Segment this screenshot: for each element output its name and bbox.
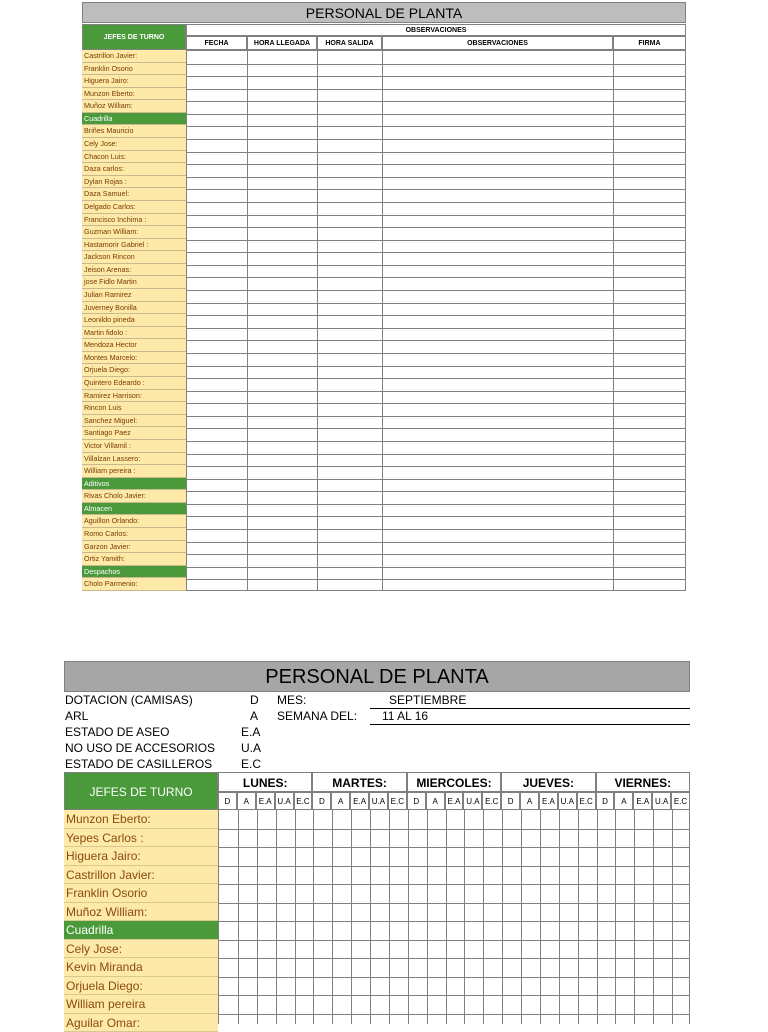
grid-row-line	[187, 454, 685, 455]
grid-row-line	[187, 529, 685, 530]
grid-row-line	[187, 378, 685, 379]
grid-divider	[483, 810, 484, 1024]
grid-row-line	[187, 126, 685, 127]
employee-name: Munzon Eberto:	[64, 810, 218, 829]
legend-label-accesorios: NO USO DE ACCESORIOS	[65, 740, 215, 756]
day-header[interactable]: JUEVES:	[501, 772, 595, 792]
employee-name: Chacon Luis:	[82, 151, 186, 164]
employee-name: Muñoz William:	[82, 100, 186, 113]
employee-name: Cely Jose:	[64, 940, 218, 959]
grid-divider	[613, 51, 614, 590]
grid-divider	[502, 810, 503, 1024]
section-label: Almacen	[82, 503, 186, 516]
employee-name: Jackson Rincon	[82, 251, 186, 264]
subcolumn-header[interactable]: A	[614, 792, 633, 810]
employee-name: Kevin Miranda	[64, 958, 218, 977]
employee-name: Franklin Osorio	[82, 63, 186, 76]
grid-row-line	[219, 921, 689, 922]
subcolumn-header[interactable]: U.A	[558, 792, 577, 810]
subcolumn-header[interactable]: E.A	[256, 792, 275, 810]
grid-row-line	[187, 403, 685, 404]
grid-row-line	[187, 265, 685, 266]
section-label: Despachos	[82, 566, 186, 579]
legend-code-aseo: E.A	[241, 724, 260, 740]
employee-name: Garzon Javier:	[82, 541, 186, 554]
grid-row-line	[187, 479, 685, 480]
subcolumn-header[interactable]: A	[237, 792, 256, 810]
column-header-hora-salida[interactable]: HORA SALIDA	[317, 36, 382, 50]
grid-row-line	[187, 76, 685, 77]
employee-name: Jeison Arenas:	[82, 264, 186, 277]
subcolumn-header[interactable]: E.C	[577, 792, 596, 810]
grid-row-line	[187, 152, 685, 153]
grid-row-line	[187, 516, 685, 517]
employee-name: Ortiz Yamith:	[82, 553, 186, 566]
employee-name: Castrillon Javier:	[82, 50, 186, 63]
legend-label-dotacion: DOTACION (CAMISAS)	[65, 692, 193, 708]
column-header-observaciones[interactable]: OBSERVACIONES	[382, 36, 613, 50]
grid-divider	[464, 810, 465, 1024]
grid-row-line	[187, 252, 685, 253]
employee-name: Briñes Mauricio	[82, 125, 186, 138]
day-header[interactable]: VIERNES:	[596, 772, 690, 792]
grid-row-line	[187, 64, 685, 65]
employee-name: Mendoza Hector	[82, 339, 186, 352]
grid-divider	[408, 810, 409, 1024]
grid-row-line	[187, 177, 685, 178]
sheet2-jefes-header: JEFES DE TURNO	[64, 772, 218, 810]
grid-row-line	[187, 290, 685, 291]
employee-name: Villalzan Lassero:	[82, 453, 186, 466]
grid-row-line	[187, 89, 685, 90]
employee-name: Muñoz William:	[64, 903, 218, 922]
employee-name: Sanchez Miguel:	[82, 415, 186, 428]
grid-divider	[382, 51, 383, 590]
grid-divider	[295, 810, 296, 1024]
grid-divider	[313, 810, 314, 1024]
grid-divider	[672, 810, 673, 1024]
employee-name: Rincon Luis	[82, 402, 186, 415]
subcolumn-header[interactable]: E.C	[294, 792, 313, 810]
grid-divider	[559, 810, 560, 1024]
section-label: Aditivos	[82, 478, 186, 491]
legend-label-casilleros: ESTADO DE CASILLEROS	[65, 756, 212, 772]
grid-row-line	[187, 391, 685, 392]
grid-divider	[257, 810, 258, 1024]
grid-row-line	[187, 542, 685, 543]
subcolumn-header[interactable]: E.A	[539, 792, 558, 810]
column-header-firma[interactable]: FIRMA	[613, 36, 686, 50]
employee-name: Franklin Osorio	[64, 884, 218, 903]
employee-name: Julian Ramirez	[82, 289, 186, 302]
legend-label-arl: ARL	[65, 708, 88, 724]
day-header[interactable]: LUNES:	[218, 772, 312, 792]
grid-divider	[317, 51, 318, 590]
grid-row-line	[219, 903, 689, 904]
grid-divider	[540, 810, 541, 1024]
subcolumn-header[interactable]: D	[501, 792, 520, 810]
grid-row-line	[187, 579, 685, 580]
grid-row-line	[219, 995, 689, 996]
employee-name: Juverney Bonilla	[82, 302, 186, 315]
employee-name: Daza Samuel:	[82, 188, 186, 201]
legend-label-aseo: ESTADO DE ASEO	[65, 724, 169, 740]
grid-row-line	[187, 416, 685, 417]
employee-name: Dylan Rojas :	[82, 176, 186, 189]
grid-row-line	[219, 829, 689, 830]
grid-row-line	[187, 441, 685, 442]
legend-code-dotacion: D	[250, 692, 259, 708]
grid-row-line	[187, 277, 685, 278]
grid-row-line	[187, 366, 685, 367]
employee-name: Higuera Jairo:	[82, 75, 186, 88]
employee-name: Munzon Eberto:	[82, 88, 186, 101]
grid-row-line	[219, 977, 689, 978]
employee-name: Hastamorir Gabriel :	[82, 239, 186, 252]
grid-divider	[332, 810, 333, 1024]
employee-name: Daza carlos:	[82, 163, 186, 176]
section-label: Cuadrilla	[64, 921, 218, 940]
grid-divider	[597, 810, 598, 1024]
employee-name: Aguillon Orlando:	[82, 515, 186, 528]
grid-row-line	[187, 227, 685, 228]
semana-value[interactable]: 11 AL 16	[382, 708, 428, 724]
grid-row-line	[187, 504, 685, 505]
grid-row-line	[187, 164, 685, 165]
semana-label: SEMANA DEL:	[277, 708, 357, 724]
grid-divider	[389, 810, 390, 1024]
grid-row-line	[187, 215, 685, 216]
grid-row-line	[187, 240, 685, 241]
subcolumn-header[interactable]: E.C	[482, 792, 501, 810]
employee-name: William pereira	[64, 995, 218, 1014]
day-header[interactable]: MARTES:	[312, 772, 406, 792]
grid-row-line	[219, 866, 689, 867]
subcolumn-header[interactable]: D	[312, 792, 331, 810]
grid-row-line	[219, 1014, 689, 1015]
employee-name: Orjuela Diego:	[82, 364, 186, 377]
subcolumn-header[interactable]: E.A	[445, 792, 464, 810]
mes-value[interactable]: SEPTIEMBRE	[389, 692, 466, 708]
grid-divider	[446, 810, 447, 1024]
subcolumn-header[interactable]: D	[407, 792, 426, 810]
grid-row-line	[187, 101, 685, 102]
employee-name: Montes Marcelo:	[82, 352, 186, 365]
semana-underline	[370, 724, 690, 725]
sheet1-names-column	[82, 50, 186, 591]
employee-name: Martin fidolo :	[82, 327, 186, 340]
legend-code-casilleros: E.C	[241, 756, 261, 772]
grid-row-line	[187, 554, 685, 555]
grid-row-line	[219, 847, 689, 848]
employee-name: Delgado Carlos:	[82, 201, 186, 214]
employee-name: Ramirez Harrison:	[82, 390, 186, 403]
subcolumn-header[interactable]: U.A	[275, 792, 294, 810]
subcolumn-header[interactable]: D	[218, 792, 237, 810]
subcolumn-header[interactable]: E.C	[671, 792, 690, 810]
sheet2-title: PERSONAL DE PLANTA	[64, 661, 690, 692]
employee-name: Aguilar Omar:	[64, 1014, 218, 1032]
subcolumn-header[interactable]: E.A	[350, 792, 369, 810]
grid-divider	[615, 810, 616, 1024]
column-header-fecha[interactable]: FECHA	[186, 36, 247, 50]
grid-row-line	[187, 491, 685, 492]
sheet1-attendance-grid[interactable]	[186, 50, 686, 591]
employee-name: Yepes Carlos :	[64, 829, 218, 848]
employee-name: Quintero Edeardo :	[82, 377, 186, 390]
grid-row-line	[187, 353, 685, 354]
employee-name: Francisco Inchima :	[82, 214, 186, 227]
grid-row-line	[219, 940, 689, 941]
employee-name: Romo Carlos:	[82, 528, 186, 541]
employee-name: Higuera Jairo:	[64, 847, 218, 866]
subcolumn-header[interactable]: U.A	[463, 792, 482, 810]
sheet1-observaciones-group-header: OBSERVACIONES	[186, 24, 686, 36]
employee-name: Santiago Paez	[82, 427, 186, 440]
grid-divider	[578, 810, 579, 1024]
grid-row-line	[187, 428, 685, 429]
employee-name: Rivas Cholo Javier:	[82, 490, 186, 503]
subcolumn-header[interactable]: E.C	[388, 792, 407, 810]
employee-name: Castrillon Javier:	[64, 866, 218, 885]
mes-label: MES:	[277, 692, 306, 708]
sheet2-inspection-grid[interactable]	[218, 810, 690, 1024]
grid-row-line	[187, 303, 685, 304]
employee-name: William pereira :	[82, 465, 186, 478]
subcolumn-header[interactable]: A	[426, 792, 445, 810]
grid-row-line	[219, 884, 689, 885]
grid-divider	[653, 810, 654, 1024]
employee-name: Cholo Parmenio:	[82, 578, 186, 591]
grid-divider	[247, 51, 248, 590]
grid-row-line	[187, 466, 685, 467]
employee-name: Orjuela Diego:	[64, 977, 218, 996]
employee-name: Leonildo pineda	[82, 314, 186, 327]
legend-code-arl: A	[250, 708, 258, 724]
grid-row-line	[187, 315, 685, 316]
grid-divider	[238, 810, 239, 1024]
legend-code-accesorios: U.A	[241, 740, 261, 756]
employee-name: Guzman William:	[82, 226, 186, 239]
subcolumn-header[interactable]: A	[520, 792, 539, 810]
grid-divider	[276, 810, 277, 1024]
grid-row-line	[187, 189, 685, 190]
employee-name: Victor Villamil :	[82, 440, 186, 453]
subcolumn-header[interactable]: E.A	[633, 792, 652, 810]
grid-row-line	[187, 202, 685, 203]
sheet2-names-column	[64, 810, 218, 1032]
grid-row-line	[187, 139, 685, 140]
column-header-hora-llegada[interactable]: HORA LLEGADA	[247, 36, 317, 50]
employee-name: jose Fidlo Martin	[82, 276, 186, 289]
section-label: Cuadrilla	[82, 113, 186, 126]
sheet1-title: PERSONAL DE PLANTA	[82, 2, 686, 23]
grid-row-line	[187, 340, 685, 341]
subcolumn-header[interactable]: D	[596, 792, 615, 810]
grid-divider	[521, 810, 522, 1024]
subcolumn-header[interactable]: U.A	[369, 792, 388, 810]
sheet1-jefes-header: JEFES DE TURNO	[82, 24, 186, 50]
day-header[interactable]: MIERCOLES:	[407, 772, 501, 792]
grid-row-line	[219, 958, 689, 959]
grid-divider	[634, 810, 635, 1024]
grid-row-line	[187, 328, 685, 329]
grid-row-line	[187, 567, 685, 568]
employee-name: Cely Jose:	[82, 138, 186, 151]
grid-row-line	[187, 114, 685, 115]
grid-divider	[351, 810, 352, 1024]
subcolumn-header[interactable]: U.A	[652, 792, 671, 810]
subcolumn-header[interactable]: A	[331, 792, 350, 810]
grid-divider	[427, 810, 428, 1024]
grid-divider	[370, 810, 371, 1024]
